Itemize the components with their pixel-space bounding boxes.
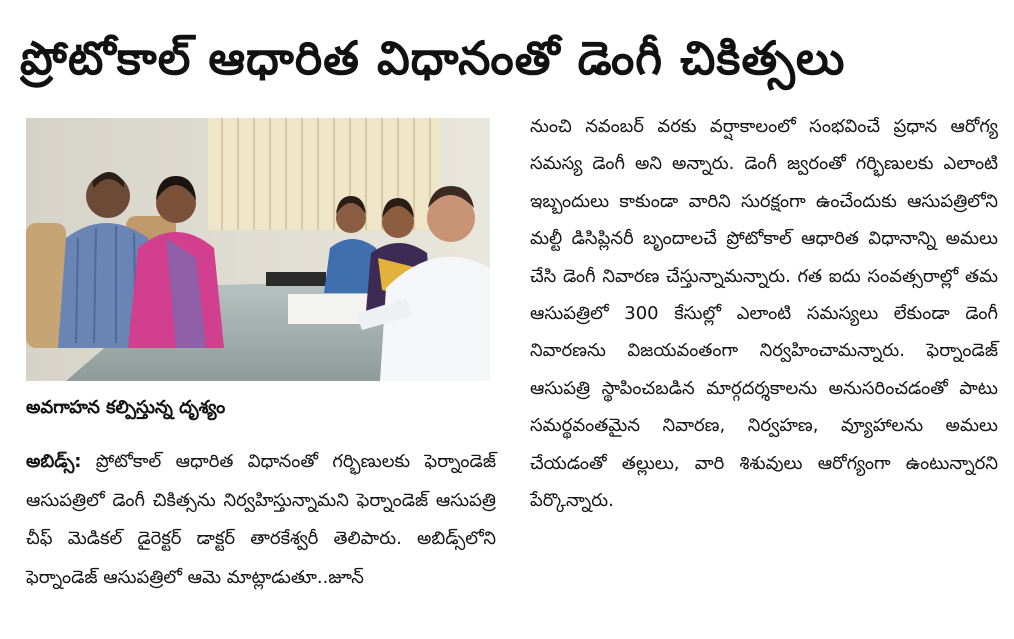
photo-caption: అవగాహన కల్పిస్తున్న దృశ్యం [26,397,226,418]
article-column-left [26,443,496,597]
news-photo [26,118,490,381]
article-text-left: ప్రోటోకాల్ ఆధారిత విధానంతో గర్భిణులకు ఫెర్నాండెజ్ ఆసుపత్రిలో డెంగీ చికిత్సను నిర్వహిస్తున్నామని ఫెర్నాండెజ్ ఆసుపత్రి చీఫ్ మెడికల్ డైరెక్టర్ డాక్టర్ తారకేశ్వరీ తెలిపారు. అబిడ్స్‌లోని ఫెర్నాండెజ్ ఆసుపత్రిలో ఆమె మాట్లాడుతూ..జూన్ [26,451,496,588]
article-column-right [530,108,998,519]
article-paragraph-left [26,443,496,597]
dateline: అబిడ్స్: [26,451,82,472]
article-text-right: నుంచి నవంబర్ వరకు వర్షాకాలంలో సంభవించే ప్రధాన ఆరోగ్య సమస్య డెంగీ అని అన్నారు. డెంగీ జ్వరంతో గర్భిణులకు ఎలాంటి ఇబ్బందులు కాకుండా వారిని సురక్షంగా ఉంచేందుకు ఆసుపత్రిలోని మల్టీ డిసిప్లినరీ బృందాలచే ప్రోటోకాల్ ఆధారిత విధానాన్ని అమలు చేసి డెంగీ నివారణ చేస్తున్నామన్నారు. గత ఐదు సంవత్సరాల్లో తమ ఆసుపత్రిలో 300 కేసుల్లో ఎలాంటి సమస్యలు లేకుండా డెంగీ నివారణను విజయవంతంగా నిర్వహించామన్నారు. ఫెర్నాండెజ్ ఆసుపత్రి స్థాపించబడిన మార్గదర్శకాలను అనుసరించడంతో పాటు సమర్థవంతమైన నివారణ, నిర్వహణ, వ్యూహాలను అమలు చేయడంతో తల్లులు, వారి శిశువులు ఆరోగ్యంగా ఉంటున్నారని పేర్కొన్నారు. [530,116,998,512]
headline: ప్రోటోకాల్ ఆధారిత విధానంతో డెంగీ చికిత్సలు [20,31,846,85]
